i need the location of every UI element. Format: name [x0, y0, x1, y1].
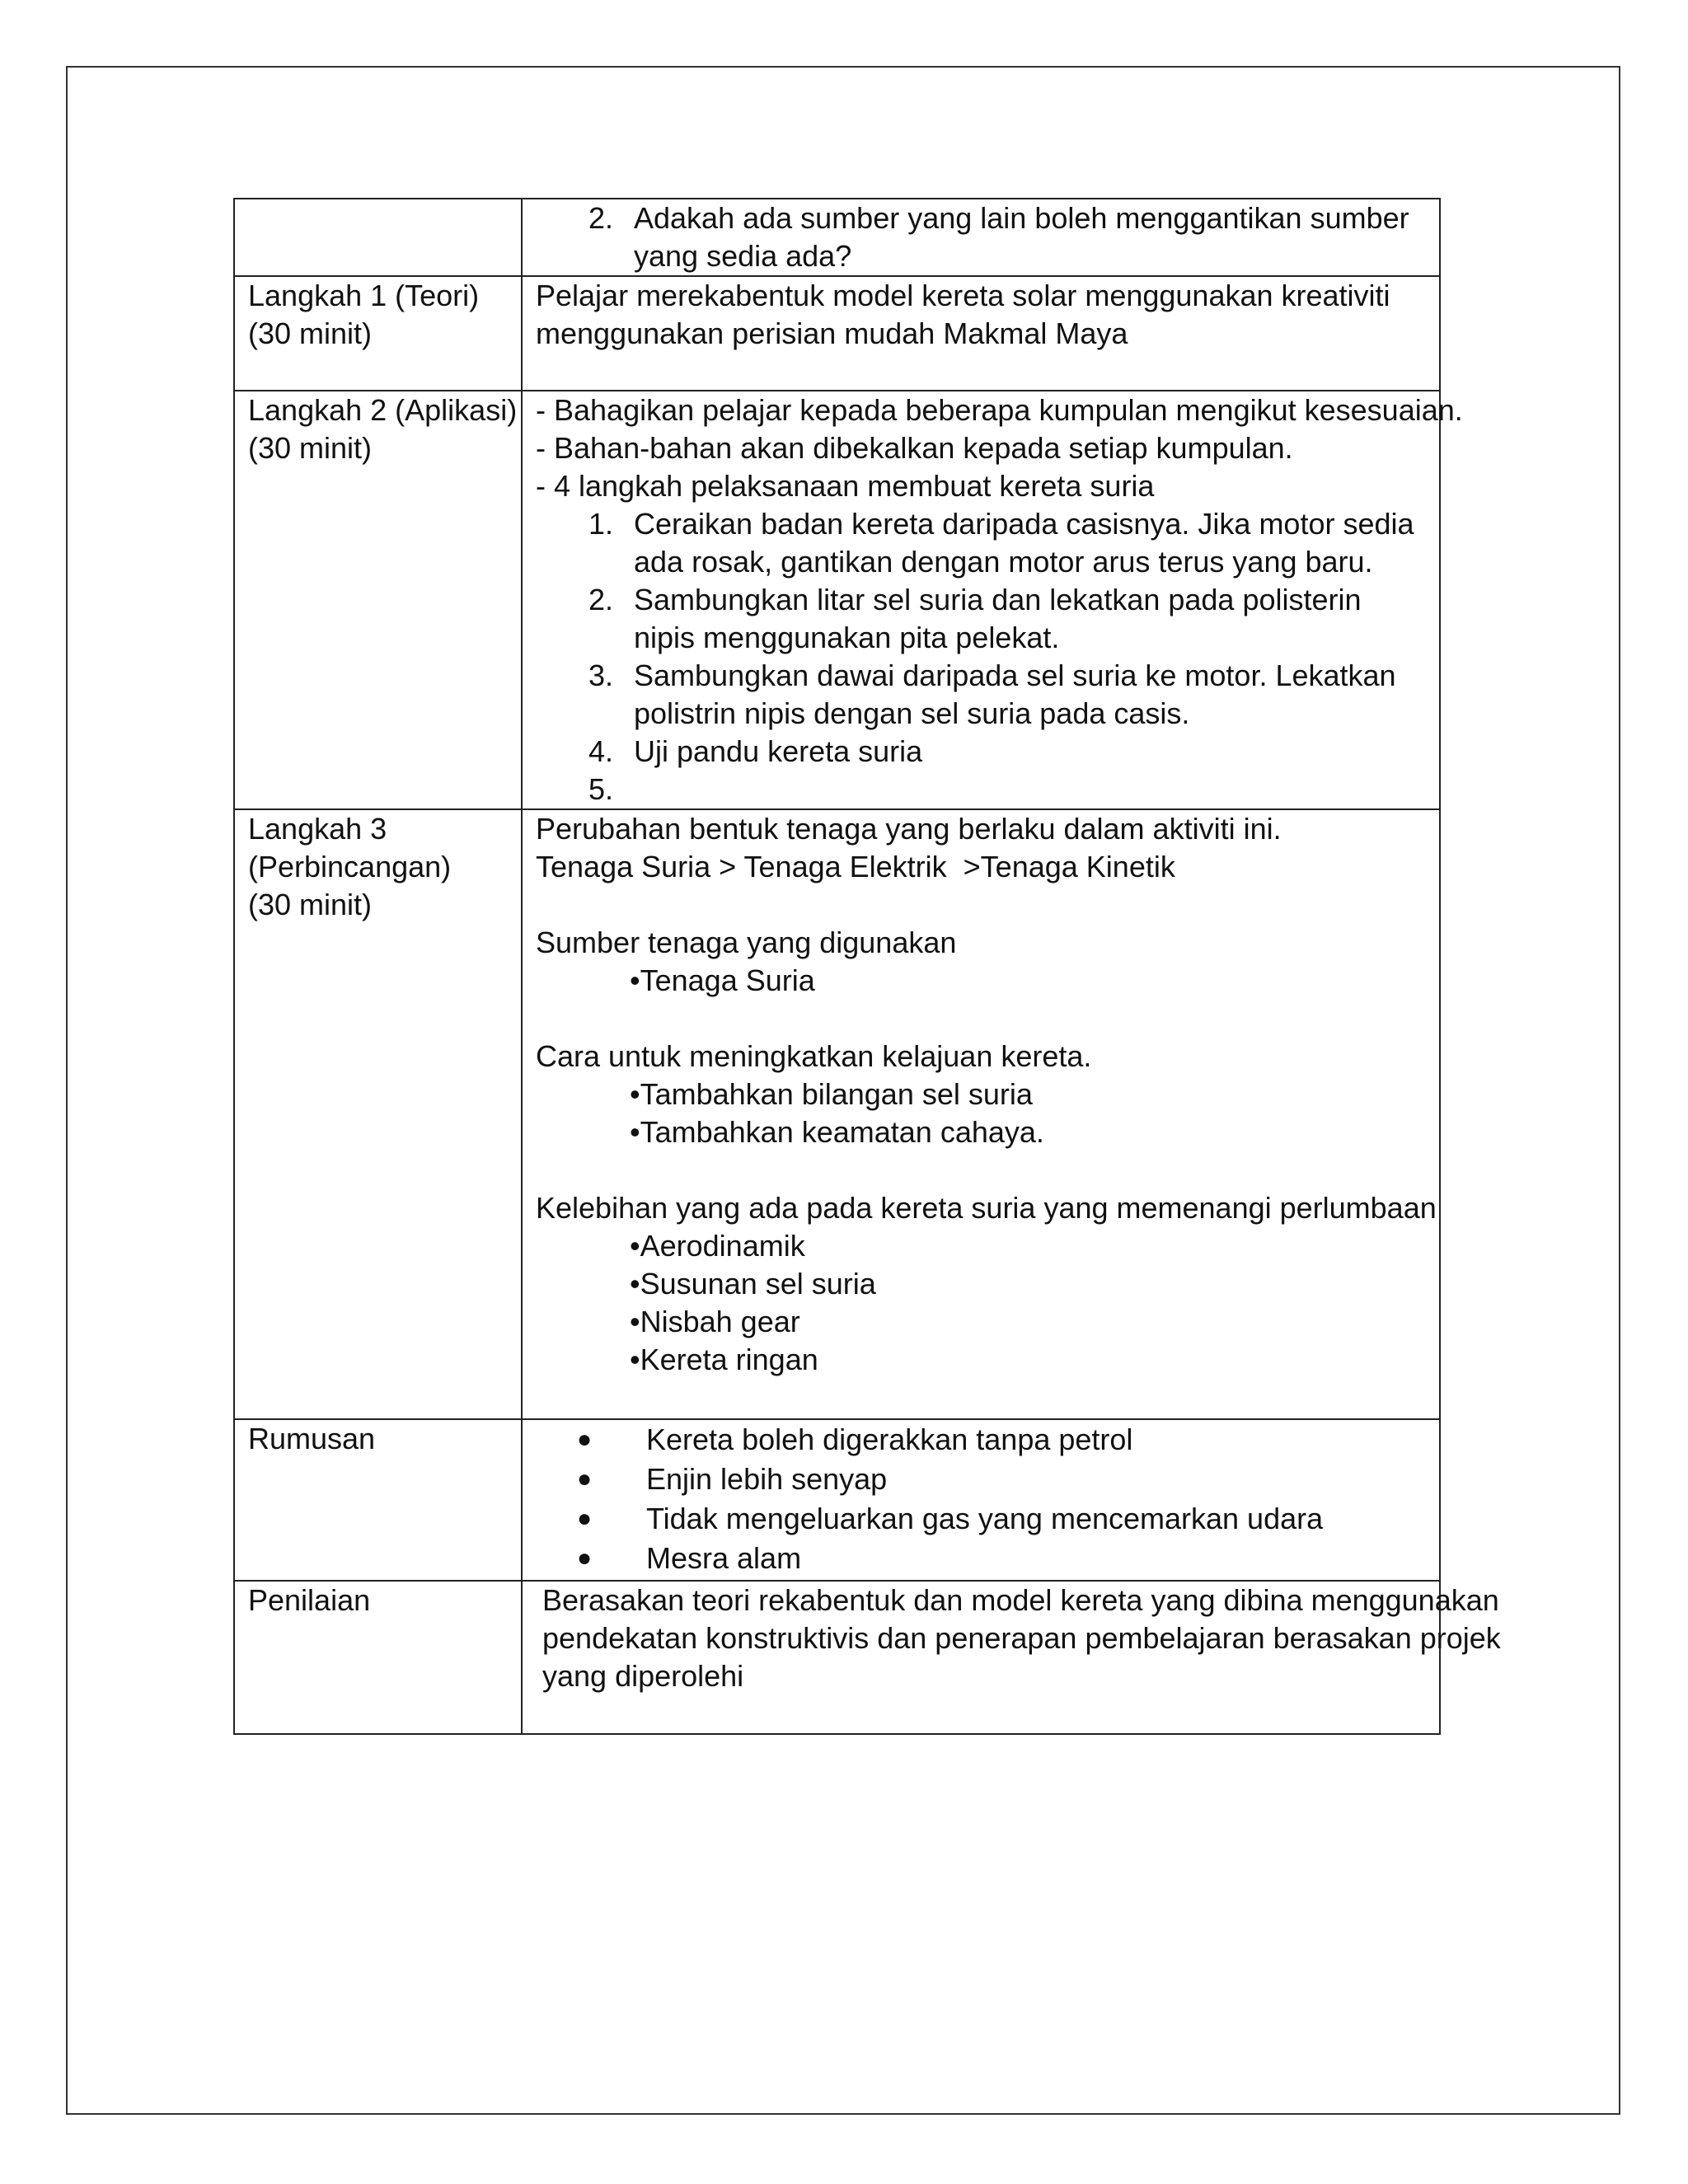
list-item [536, 505, 1426, 581]
list-item [536, 581, 1426, 657]
content-line: menggunakan perisian mudah Makmal Maya [536, 316, 1128, 350]
row-content-cell [522, 1581, 1501, 1734]
list-item [536, 771, 1426, 808]
row-content-cell [522, 809, 1440, 1419]
list-item-text: Enjin lebih senyap [646, 1462, 888, 1496]
list-item-text [634, 771, 1426, 808]
list-item [536, 1499, 1426, 1539]
content-line: Berasakan teori rekabentuk dan model kereta yang dibina menggunakan [542, 1583, 1499, 1617]
row-label-cell [234, 199, 522, 276]
list-item-text: Ceraikan badan kereta daripada casisnya. Jika motor sedia ada rosak, gantikan dengan motor arus terus yang baru. [634, 507, 1414, 579]
step-duration: (30 minit) [248, 431, 373, 465]
section-heading: Sumber tenaga yang digunakan [536, 926, 957, 959]
section-heading: Perubahan bentuk tenaga yang berlaku dalam aktiviti ini. [536, 812, 1282, 846]
bullet-icon: ● [577, 1544, 593, 1572]
list-item [536, 1539, 1426, 1578]
list-item-text: Tidak mengeluarkan gas yang mencemarkan udara [646, 1502, 1324, 1535]
lesson-plan-table [233, 198, 1501, 1735]
list-item [536, 657, 1426, 733]
content-line: - 4 langkah pelaksanaan membuat kereta suria [536, 469, 1155, 503]
table-row [234, 1581, 1440, 1734]
list-item-text: Sambungkan litar sel suria dan lekatkan pada polisterin nipis menggunakan pita pelekat. [634, 583, 1362, 654]
table-row [234, 809, 1440, 1419]
list-item: •Aerodinamik [630, 1229, 805, 1263]
row-label-cell [234, 809, 522, 1419]
content-line: yang diperolehi [542, 1659, 744, 1693]
step-duration: (30 minit) [248, 316, 373, 350]
list-item: •Tenaga Suria [630, 963, 815, 997]
content-line: Pelajar merekabentuk model kereta solar menggunakan kreativiti [536, 279, 1390, 312]
list-item-text: Mesra alam [646, 1541, 802, 1575]
row-title: Rumusan [248, 1422, 376, 1455]
section-heading: Kelebihan yang ada pada kereta suria yang memenangi perlumbaan [536, 1191, 1437, 1225]
list-number: 4. [588, 734, 613, 768]
list-number: 3. [588, 658, 613, 692]
step-subtitle: (Perbincangan) [248, 850, 452, 883]
spacer [536, 886, 1426, 924]
list-number: 2. [588, 583, 613, 616]
row-label-cell [234, 391, 522, 809]
list-item-text: Uji pandu kereta suria [634, 734, 923, 768]
steps-list [536, 505, 1426, 808]
list-item-text: Kereta boleh digerakkan tanpa petrol [646, 1422, 1133, 1456]
table-row [234, 391, 1440, 809]
bullet-icon: ● [577, 1505, 593, 1532]
content-line: - Bahagikan pelajar kepada beberapa kumpulan mengikut kesesuaian. [536, 393, 1463, 427]
content-line: pendekatan konstruktivis dan penerapan pembelajaran berasakan projek [542, 1621, 1501, 1655]
list-item [536, 1460, 1426, 1499]
conclusion-list [536, 1420, 1426, 1578]
list-number: 1. [588, 507, 613, 541]
list-number: 2. [588, 201, 613, 235]
list-item-text: Adakah ada sumber yang lain boleh menggantikan sumber yang sedia ada? [634, 201, 1409, 273]
list-item [536, 1420, 1426, 1460]
content-line: - Bahan-bahan akan dibekalkan kepada setiap kumpulan. [536, 431, 1293, 465]
table-row [234, 199, 1440, 276]
list-item: •Tambahkan keamatan cahaya. [630, 1115, 1044, 1149]
step-title: Langkah 1 (Teori) [248, 279, 480, 312]
bullet-icon: ● [577, 1465, 593, 1493]
list-item [536, 733, 1426, 771]
row-content-cell [522, 391, 1463, 809]
list-item [536, 199, 1426, 275]
bullet-icon: ● [577, 1426, 593, 1453]
table-row [234, 276, 1440, 391]
list-item: •Susunan sel suria [630, 1267, 876, 1301]
row-label-cell [234, 276, 522, 391]
assessment-text [536, 1582, 1501, 1695]
list-item-text: Sambungkan dawai daripada sel suria ke motor. Lekatkan polistrin nipis dengan sel suria pada casis. [634, 658, 1396, 730]
row-content-cell [522, 199, 1440, 276]
step-duration: (30 minit) [248, 888, 373, 921]
list-item: •Tambahkan bilangan sel suria [630, 1077, 1033, 1111]
row-label-cell [234, 1581, 522, 1734]
question-list [536, 199, 1426, 275]
spacer [536, 1000, 1426, 1038]
section-heading: Cara untuk meningkatkan kelajuan kereta. [536, 1039, 1092, 1073]
step-title: Langkah 2 (Aplikasi) [248, 393, 518, 427]
table-row [234, 1419, 1440, 1581]
row-content-cell [522, 1419, 1440, 1581]
spacer [536, 1151, 1426, 1189]
step-title: Langkah 3 [248, 812, 387, 846]
list-item: •Kereta ringan [630, 1343, 818, 1376]
row-label-cell [234, 1419, 522, 1581]
energy-flow: Tenaga Suria > Tenaga Elektrik >Tenaga Kinetik [536, 850, 1175, 883]
list-item: •Nisbah gear [630, 1305, 800, 1338]
row-content-cell [522, 276, 1440, 391]
row-title: Penilaian [248, 1583, 371, 1617]
list-number: 5. [588, 772, 613, 806]
